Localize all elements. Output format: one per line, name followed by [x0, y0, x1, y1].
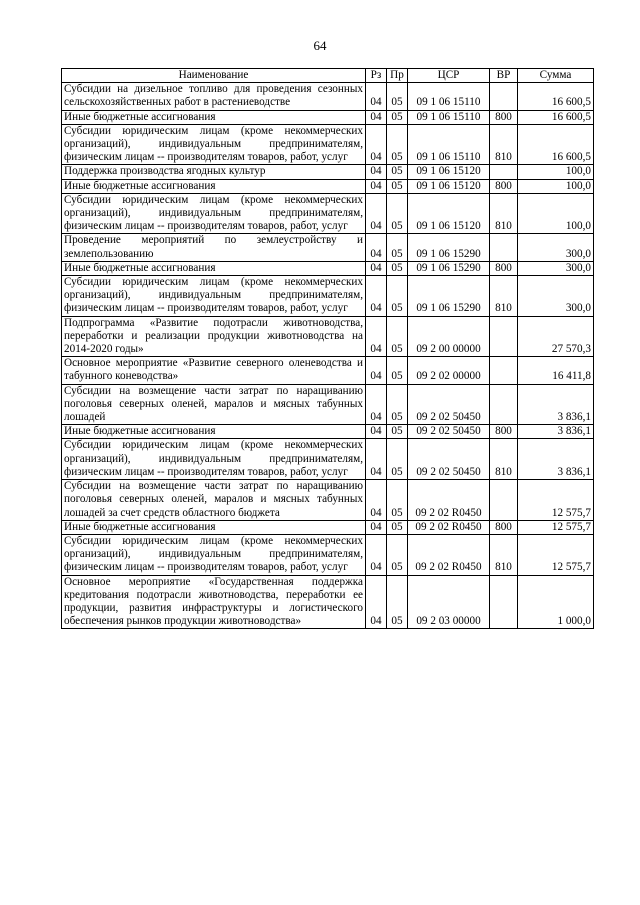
row-name: Иные бюджетные ассигнования: [62, 425, 366, 439]
row-csr: 09 1 06 15110: [408, 110, 490, 124]
table-row: [62, 234, 594, 261]
row-csr: 09 2 03 00000: [408, 575, 490, 629]
row-sum: 3 836,1: [518, 425, 594, 439]
row-sum: 300,0: [518, 261, 594, 275]
header-rz: Рз: [366, 69, 387, 83]
header-name: Наименование: [62, 69, 366, 83]
table-row: [62, 480, 594, 521]
row-rz: 04: [366, 425, 387, 439]
row-vr: 810: [490, 439, 518, 480]
page-number: 64: [313, 38, 327, 53]
row-vr: 800: [490, 520, 518, 534]
row-csr: 09 1 06 15120: [408, 179, 490, 193]
row-pr: 05: [387, 480, 408, 521]
row-sum: 300,0: [518, 234, 594, 261]
row-pr: 05: [387, 193, 408, 234]
header-sum: Сумма: [518, 69, 594, 83]
row-sum: 3 836,1: [518, 439, 594, 480]
row-csr: 09 1 06 15290: [408, 234, 490, 261]
row-pr: 05: [387, 316, 408, 357]
row-csr: 09 1 06 15120: [408, 193, 490, 234]
row-rz: 04: [366, 276, 387, 317]
row-rz: 04: [366, 165, 387, 179]
row-sum: 100,0: [518, 165, 594, 179]
row-name: Субсидии юридическим лицам (кроме некоммерческих организаций), индивидуальным предпринимателям, физическим лицам -- производителям товаров, работ, услуг: [62, 276, 366, 317]
row-sum: 16 411,8: [518, 357, 594, 384]
row-pr: 05: [387, 575, 408, 629]
row-vr: [490, 575, 518, 629]
row-pr: 05: [387, 276, 408, 317]
table-header-row: [62, 69, 594, 83]
row-pr: 05: [387, 165, 408, 179]
row-sum: 300,0: [518, 276, 594, 317]
row-pr: 05: [387, 261, 408, 275]
row-rz: 04: [366, 193, 387, 234]
row-vr: [490, 83, 518, 110]
row-name: Субсидии юридическим лицам (кроме некоммерческих организаций), индивидуальным предпринимателям, физическим лицам -- производителям товаров, работ, услуг: [62, 534, 366, 575]
row-name: Поддержка производства ягодных культур: [62, 165, 366, 179]
row-pr: 05: [387, 534, 408, 575]
table-row: [62, 261, 594, 275]
row-sum: 100,0: [518, 179, 594, 193]
row-name: Иные бюджетные ассигнования: [62, 520, 366, 534]
row-sum: 3 836,1: [518, 384, 594, 425]
table-row: [62, 425, 594, 439]
row-rz: 04: [366, 357, 387, 384]
row-vr: 800: [490, 110, 518, 124]
row-sum: 12 575,7: [518, 520, 594, 534]
row-name: Проведение мероприятий по землеустройству и землепользованию: [62, 234, 366, 261]
row-name: Иные бюджетные ассигнования: [62, 110, 366, 124]
row-rz: 04: [366, 384, 387, 425]
row-pr: 05: [387, 520, 408, 534]
row-vr: 810: [490, 534, 518, 575]
row-rz: 04: [366, 575, 387, 629]
row-sum: 16 600,5: [518, 124, 594, 165]
row-pr: 05: [387, 124, 408, 165]
table-row: [62, 179, 594, 193]
row-csr: 09 2 02 R0450: [408, 534, 490, 575]
row-rz: 04: [366, 439, 387, 480]
table-row: [62, 83, 594, 110]
row-pr: 05: [387, 439, 408, 480]
row-rz: 04: [366, 480, 387, 521]
table-row: [62, 316, 594, 357]
row-sum: 27 570,3: [518, 316, 594, 357]
row-vr: [490, 316, 518, 357]
header-csr: ЦСР: [408, 69, 490, 83]
row-vr: [490, 480, 518, 521]
row-rz: 04: [366, 520, 387, 534]
row-rz: 04: [366, 110, 387, 124]
row-pr: 05: [387, 83, 408, 110]
table-row: [62, 534, 594, 575]
row-csr: 09 2 02 50450: [408, 425, 490, 439]
row-vr: 800: [490, 179, 518, 193]
row-rz: 04: [366, 534, 387, 575]
row-csr: 09 2 02 00000: [408, 357, 490, 384]
row-csr: 09 2 00 00000: [408, 316, 490, 357]
row-pr: 05: [387, 110, 408, 124]
row-pr: 05: [387, 234, 408, 261]
row-csr: 09 2 02 50450: [408, 439, 490, 480]
table-row: [62, 575, 594, 629]
table-row: [62, 276, 594, 317]
row-name: Иные бюджетные ассигнования: [62, 261, 366, 275]
row-pr: 05: [387, 425, 408, 439]
row-vr: [490, 384, 518, 425]
row-csr: 09 1 06 15110: [408, 83, 490, 110]
row-name: Иные бюджетные ассигнования: [62, 179, 366, 193]
row-name: Субсидии юридическим лицам (кроме некоммерческих организаций), индивидуальным предпринимателям, физическим лицам -- производителям товаров, работ, услуг: [62, 124, 366, 165]
row-sum: 100,0: [518, 193, 594, 234]
row-vr: [490, 234, 518, 261]
row-name: Основное мероприятие «Государственная поддержка кредитования подотрасли животноводства, переработки ее продукции, развития инфраструктуры и логистического обеспечения рынков продукции животноводства»: [62, 575, 366, 629]
table-row: [62, 357, 594, 384]
header-pr: Пр: [387, 69, 408, 83]
row-vr: [490, 357, 518, 384]
row-vr: 810: [490, 124, 518, 165]
row-csr: 09 2 02 50450: [408, 384, 490, 425]
table-body: [62, 83, 594, 629]
row-rz: 04: [366, 124, 387, 165]
row-csr: 09 1 06 15290: [408, 276, 490, 317]
row-rz: 04: [366, 261, 387, 275]
table-row: [62, 439, 594, 480]
row-rz: 04: [366, 83, 387, 110]
row-sum: 12 575,7: [518, 534, 594, 575]
row-sum: 1 000,0: [518, 575, 594, 629]
row-rz: 04: [366, 179, 387, 193]
row-vr: 800: [490, 261, 518, 275]
row-name: Субсидии на возмещение части затрат по наращиванию поголовья северных оленей, маралов и мясных табунных лошадей за счет средств областного бюджета: [62, 480, 366, 521]
row-sum: 12 575,7: [518, 480, 594, 521]
table-row: [62, 520, 594, 534]
budget-table: [61, 68, 594, 629]
table-row: [62, 110, 594, 124]
row-name: Основное мероприятие «Развитие северного оленеводства и табунного коневодства»: [62, 357, 366, 384]
row-csr: 09 1 06 15120: [408, 165, 490, 179]
row-vr: [490, 165, 518, 179]
row-pr: 05: [387, 384, 408, 425]
table-row: [62, 384, 594, 425]
row-rz: 04: [366, 234, 387, 261]
row-pr: 05: [387, 179, 408, 193]
table-row: [62, 124, 594, 165]
table-row: [62, 165, 594, 179]
row-rz: 04: [366, 316, 387, 357]
row-vr: 800: [490, 425, 518, 439]
row-csr: 09 1 06 15290: [408, 261, 490, 275]
row-pr: 05: [387, 357, 408, 384]
row-name: Субсидии на дизельное топливо для проведения сезонных сельскохозяйственных работ в растениеводстве: [62, 83, 366, 110]
row-csr: 09 2 02 R0450: [408, 480, 490, 521]
row-name: Подпрограмма «Развитие подотрасли животноводства, переработки и реализации продукции животноводства на 2014-2020 годы»: [62, 316, 366, 357]
row-csr: 09 1 06 15110: [408, 124, 490, 165]
row-name: Субсидии юридическим лицам (кроме некоммерческих организаций), индивидуальным предпринимателям, физическим лицам -- производителям товаров, работ, услуг: [62, 439, 366, 480]
row-sum: 16 600,5: [518, 83, 594, 110]
row-sum: 16 600,5: [518, 110, 594, 124]
row-name: Субсидии юридическим лицам (кроме некоммерческих организаций), индивидуальным предпринимателям, физическим лицам -- производителям товаров, работ, услуг: [62, 193, 366, 234]
row-name: Субсидии на возмещение части затрат по наращиванию поголовья северных оленей, маралов и мясных табунных лошадей: [62, 384, 366, 425]
row-vr: 810: [490, 193, 518, 234]
header-vr: ВР: [490, 69, 518, 83]
table-row: [62, 193, 594, 234]
row-vr: 810: [490, 276, 518, 317]
row-csr: 09 2 02 R0450: [408, 520, 490, 534]
